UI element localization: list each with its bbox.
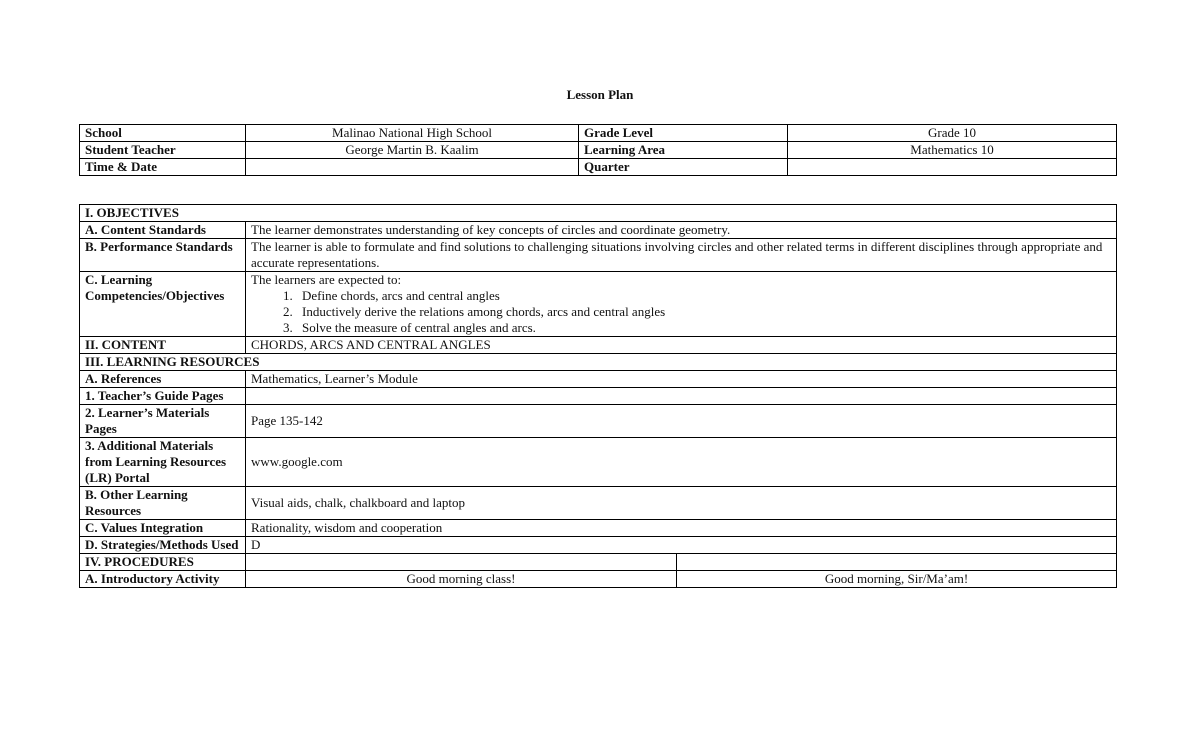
learning-competencies-label: C. Learning Competencies/Objectives: [80, 272, 246, 337]
table-row: [80, 438, 1117, 487]
table-row: [80, 537, 1117, 554]
table-row: [80, 272, 1117, 337]
teachers-guide-value: [246, 388, 1117, 405]
student-teacher-label: Student Teacher: [80, 142, 246, 159]
table-row: [80, 205, 1117, 222]
content-standards-value: The learner demonstrates understanding of key concepts of circles and coordinate geometry.: [246, 222, 1117, 239]
competencies-list: [251, 288, 1111, 336]
table-row: [80, 388, 1117, 405]
values-integration-value: Rationality, wisdom and cooperation: [246, 520, 1117, 537]
procedures-heading: IV. PROCEDURES: [80, 554, 246, 571]
table-row: [80, 571, 1117, 588]
objectives-heading: I. OBJECTIVES: [80, 205, 1117, 222]
introductory-activity-label: A. Introductory Activity: [80, 571, 246, 588]
table-row: [80, 354, 1117, 371]
list-item: 3. Solve the measure of central angles and arcs.: [296, 320, 1111, 336]
content-label: II. CONTENT: [80, 337, 246, 354]
references-label: A. References: [80, 371, 246, 388]
additional-materials-value: www.google.com: [246, 438, 1117, 487]
content-value: CHORDS, ARCS AND CENTRAL ANGLES: [246, 337, 1117, 354]
school-info-table: [79, 124, 1117, 176]
student-teacher-value: George Martin B. Kaalim: [246, 142, 579, 159]
learners-materials-label: 2. Learner’s Materials Pages: [80, 405, 246, 438]
table-row: [80, 371, 1117, 388]
references-value: Mathematics, Learner’s Module: [246, 371, 1117, 388]
competencies-intro: The learners are expected to:: [251, 272, 402, 287]
table-row: [80, 239, 1117, 272]
table-row: [80, 520, 1117, 537]
page-title: Lesson Plan: [566, 87, 634, 102]
values-integration-label: C. Values Integration: [80, 520, 246, 537]
time-date-label: Time & Date: [80, 159, 246, 176]
student-greeting: Good morning, Sir/Ma’am!: [677, 571, 1117, 588]
time-date-value: [246, 159, 579, 176]
table-row: [80, 142, 1117, 159]
grade-level-value: Grade 10: [788, 125, 1117, 142]
additional-materials-label: 3. Additional Materials from Learning Resources (LR) Portal: [80, 438, 246, 487]
strategies-label: D. Strategies/Methods Used: [80, 537, 246, 554]
school-label: School: [80, 125, 246, 142]
table-row: [80, 222, 1117, 239]
learning-area-label: Learning Area: [579, 142, 788, 159]
teachers-guide-label: 1. Teacher’s Guide Pages: [80, 388, 246, 405]
table-row: [80, 487, 1117, 520]
list-item: 1. Define chords, arcs and central angles: [296, 288, 1111, 304]
school-value: Malinao National High School: [246, 125, 579, 142]
list-item: 2. Inductively derive the relations among chords, arcs and central angles: [296, 304, 1111, 320]
performance-standards-label: B. Performance Standards: [80, 239, 246, 272]
other-resources-value: Visual aids, chalk, chalkboard and laptop: [246, 487, 1117, 520]
learning-resources-heading: III. LEARNING RESOURCES: [80, 354, 1117, 371]
quarter-value: [788, 159, 1117, 176]
table-row: [80, 337, 1117, 354]
other-resources-label: B. Other Learning Resources: [80, 487, 246, 520]
procedures-teacher-cell: [246, 554, 677, 571]
table-row: [80, 159, 1117, 176]
performance-standards-value: The learner is able to formulate and find solutions to challenging situations involving circles and other related terms in different disciplines through appropriate and accurate representations.: [246, 239, 1117, 272]
table-row: [80, 554, 1117, 571]
content-standards-label: A. Content Standards: [80, 222, 246, 239]
strategies-value: D: [246, 537, 1117, 554]
learning-area-value: Mathematics 10: [788, 142, 1117, 159]
quarter-label: Quarter: [579, 159, 788, 176]
learning-competencies-value: [246, 272, 1117, 337]
teacher-greeting: Good morning class!: [246, 571, 677, 588]
learners-materials-value: Page 135-142: [246, 405, 1117, 438]
procedures-student-cell: [677, 554, 1117, 571]
grade-level-label: Grade Level: [579, 125, 788, 142]
table-row: [80, 405, 1117, 438]
lesson-plan-table: [79, 204, 1117, 588]
table-row: [80, 125, 1117, 142]
